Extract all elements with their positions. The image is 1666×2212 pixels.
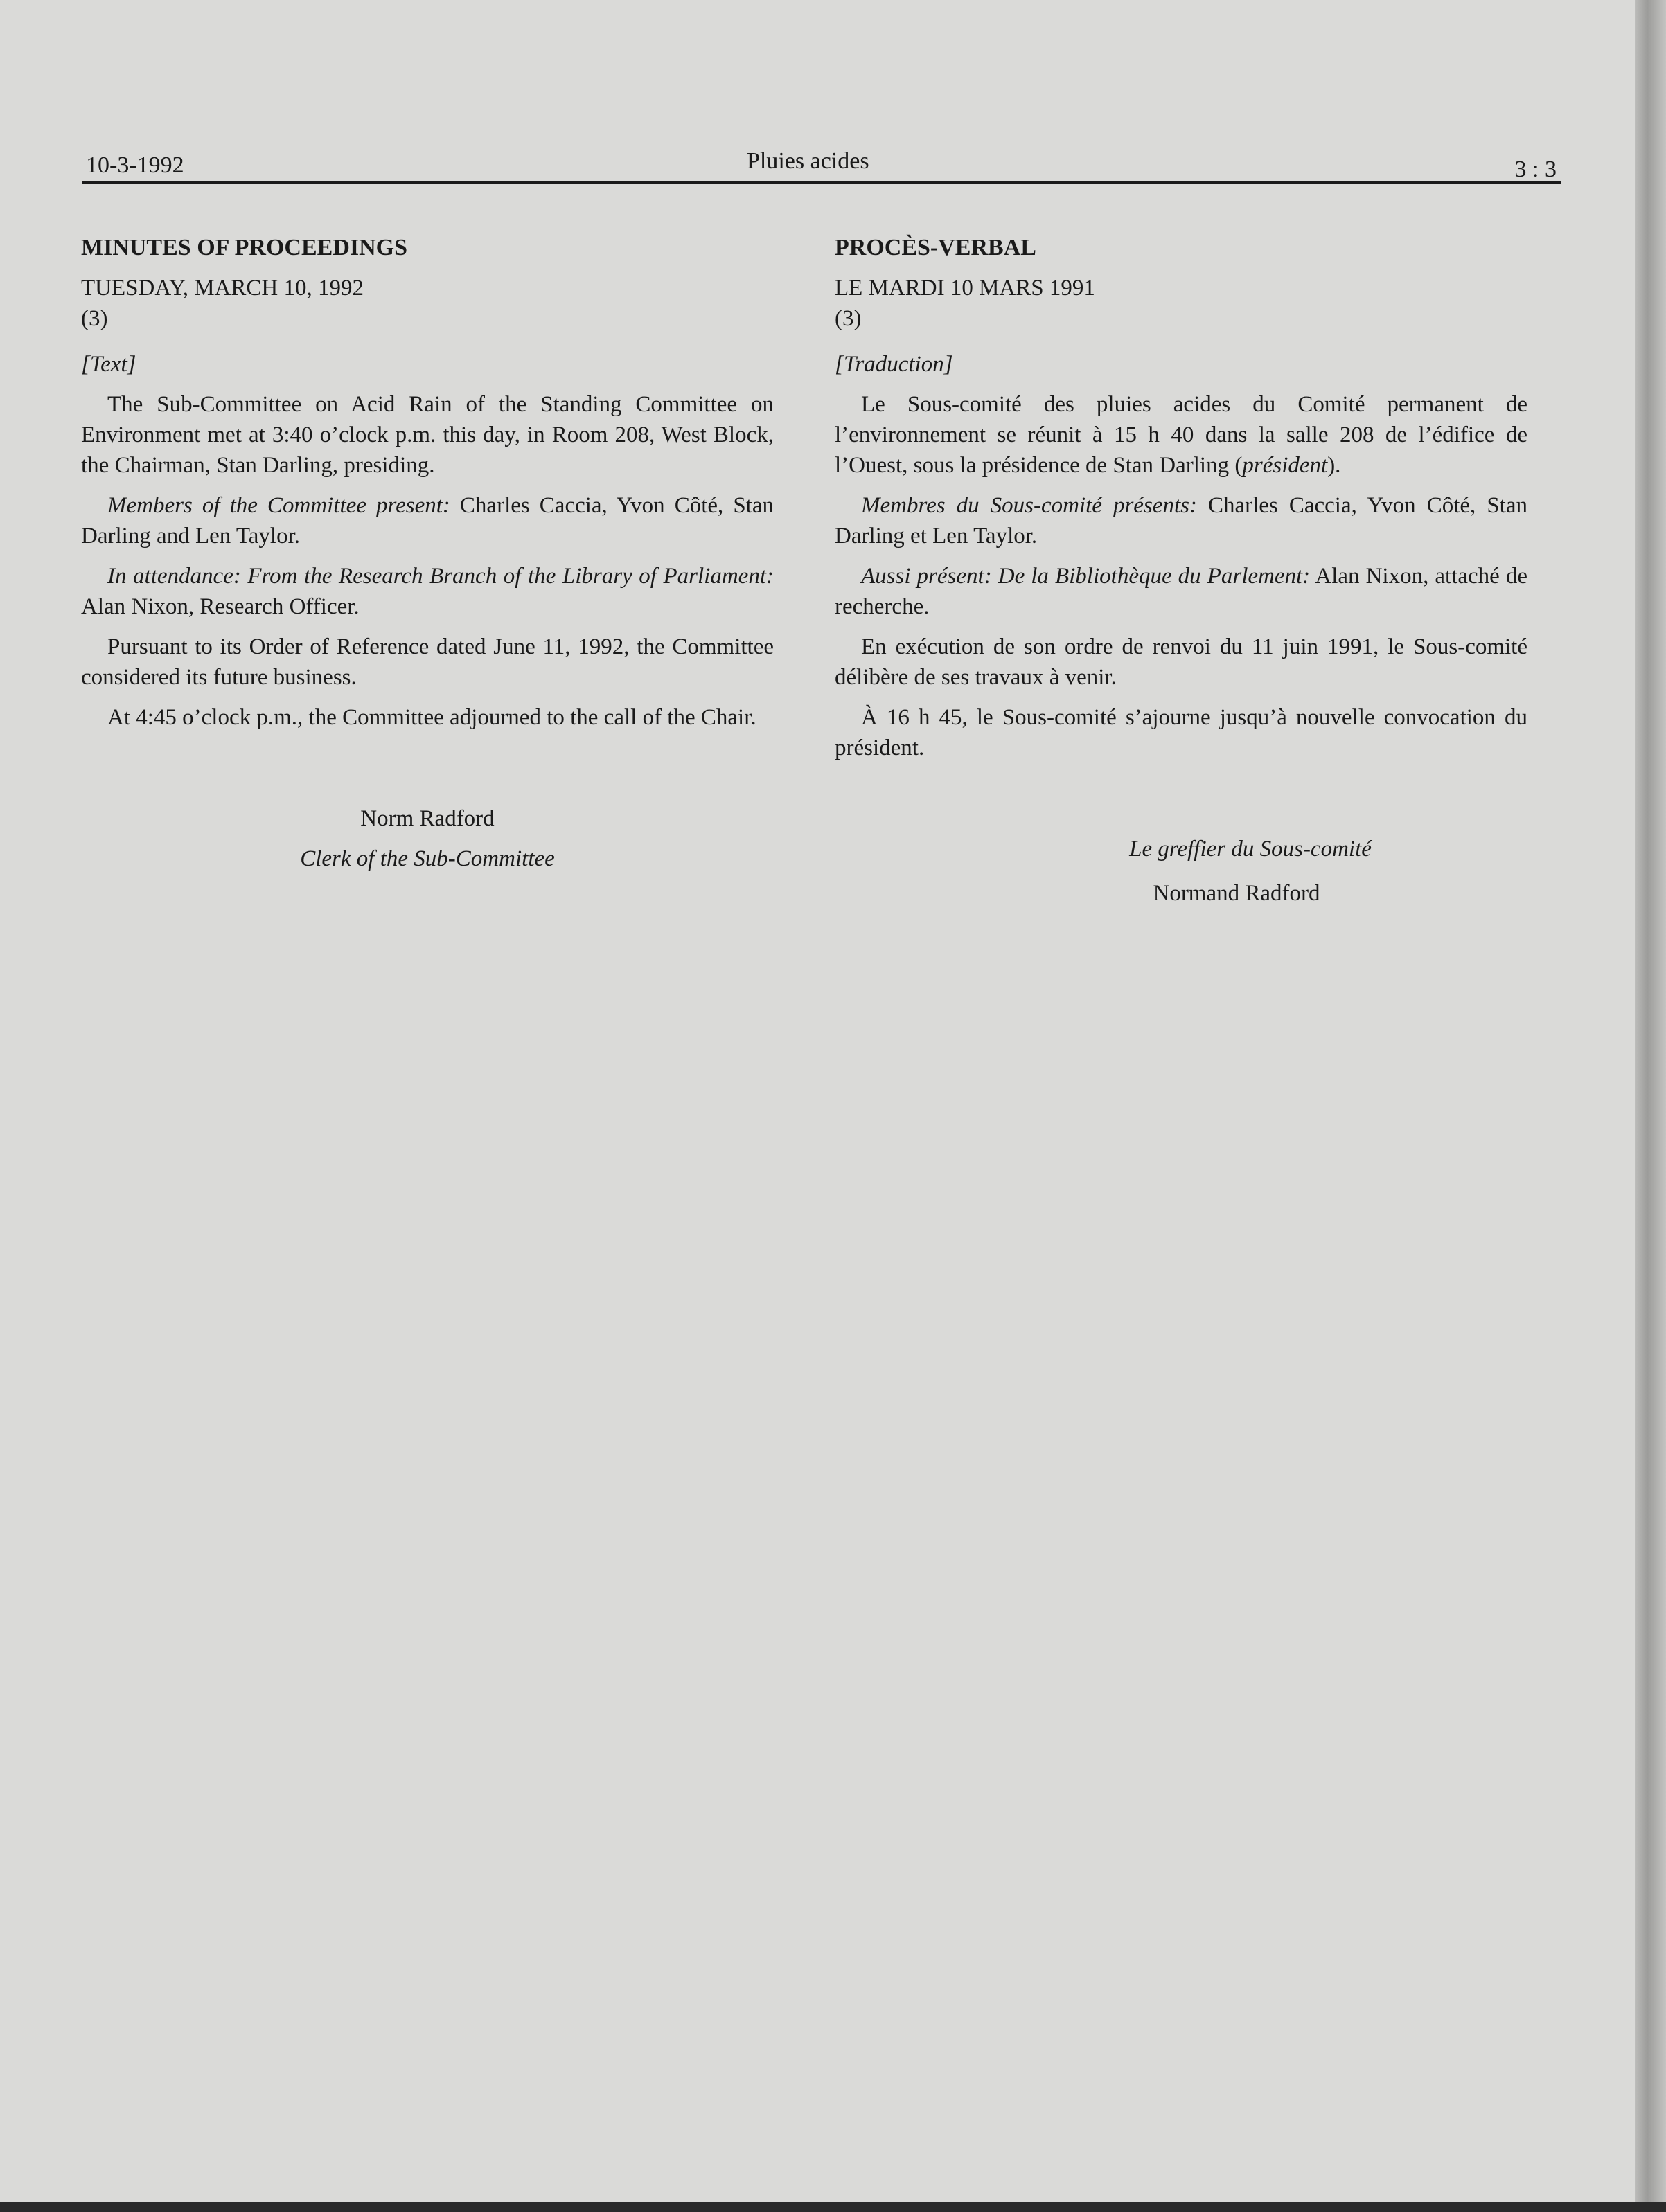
attendance-label-fr: Aussi présent: De la Bibliothèque du Parlement: xyxy=(861,564,1311,589)
attendance-label: In attendance: From the Research Branch of the Library of Parliament: xyxy=(107,564,774,589)
traduction-tag: [Traduction] xyxy=(835,352,953,377)
order-of-reference-fr: En exécution de son ordre de renvoi du 11 juin 1991, le Sous-comité délibère de ses travaux à venir. xyxy=(835,634,1527,690)
adjournment: At 4:45 o’clock p.m., the Committee adjourned to the call of the Chair. xyxy=(107,705,756,730)
french-column xyxy=(835,233,1527,909)
opening-text-fr: Le Sous-comité des pluies acides du Comité permanent de l’environnement se réunit à 15 h 40 dans la salle 208 de l’édifice de l’Ouest, sous la présidence de Stan Darling ( xyxy=(835,392,1527,478)
members-present-fr xyxy=(835,490,1527,551)
in-attendance-fr xyxy=(835,561,1527,622)
opening-paragraph: The Sub-Committee on Acid Rain of the Standing Committee on Environment met at 3:40 o’clock p.m. this day, in Room 208, West Block, the Chairman, Stan Darling, presiding. xyxy=(81,392,774,478)
members-list-fr: Charles Caccia, Yvon Côté, Stan Darling et Len Taylor. xyxy=(835,493,1527,548)
meeting-date-fr: LE MARDI 10 MARS 1991 xyxy=(835,276,1095,301)
order-of-reference: Pursuant to its Order of Reference dated June 11, 1992, the Committee considered its future business. xyxy=(81,634,774,690)
text-tag: [Text] xyxy=(81,352,136,377)
signature-block-fr xyxy=(835,834,1527,909)
members-list: Charles Caccia, Yvon Côté, Stan Darling and Len Taylor. xyxy=(81,493,774,548)
minutes-heading: MINUTES OF PROCEEDINGS xyxy=(81,235,408,260)
proces-verbal-heading: PROCÈS-VERBAL xyxy=(835,235,1036,260)
attendance-list: Alan Nixon, Research Officer. xyxy=(81,594,360,619)
meeting-number: (3) xyxy=(81,306,108,331)
meeting-date: TUESDAY, MARCH 10, 1992 xyxy=(81,276,364,301)
book-edge xyxy=(1635,0,1666,2212)
clerk-name: Norm Radford xyxy=(360,806,495,831)
clerk-role: Clerk of the Sub-Committee xyxy=(300,846,555,871)
page-header xyxy=(82,148,1561,184)
clerk-role-fr: Le greffier du Sous-comité xyxy=(1129,837,1372,862)
header-date: 10-3-1992 xyxy=(86,152,184,178)
attendance-list-fr: Alan Nixon, attaché de recherche. xyxy=(835,564,1527,619)
meeting-number-fr: (3) xyxy=(835,306,862,331)
clerk-name-fr: Normand Radford xyxy=(1153,881,1320,906)
opening-end-fr: ). xyxy=(1327,453,1341,478)
members-label-fr: Membres du Sous-comité présents: xyxy=(861,493,1197,518)
opening-paragraph-fr xyxy=(835,389,1527,481)
signature-block xyxy=(81,803,774,874)
english-column xyxy=(81,233,774,874)
header-page-number: 3 : 3 xyxy=(1514,157,1557,182)
president-italic: président xyxy=(1242,453,1328,478)
adjournment-fr: À 16 h 45, le Sous-comité s’ajourne jusqu’à nouvelle convocation du président. xyxy=(835,705,1527,760)
members-present xyxy=(81,490,774,551)
header-title: Pluies acides xyxy=(747,148,869,174)
bottom-edge xyxy=(0,2202,1666,2212)
in-attendance xyxy=(81,561,774,622)
members-label: Members of the Committee present: xyxy=(107,493,450,518)
